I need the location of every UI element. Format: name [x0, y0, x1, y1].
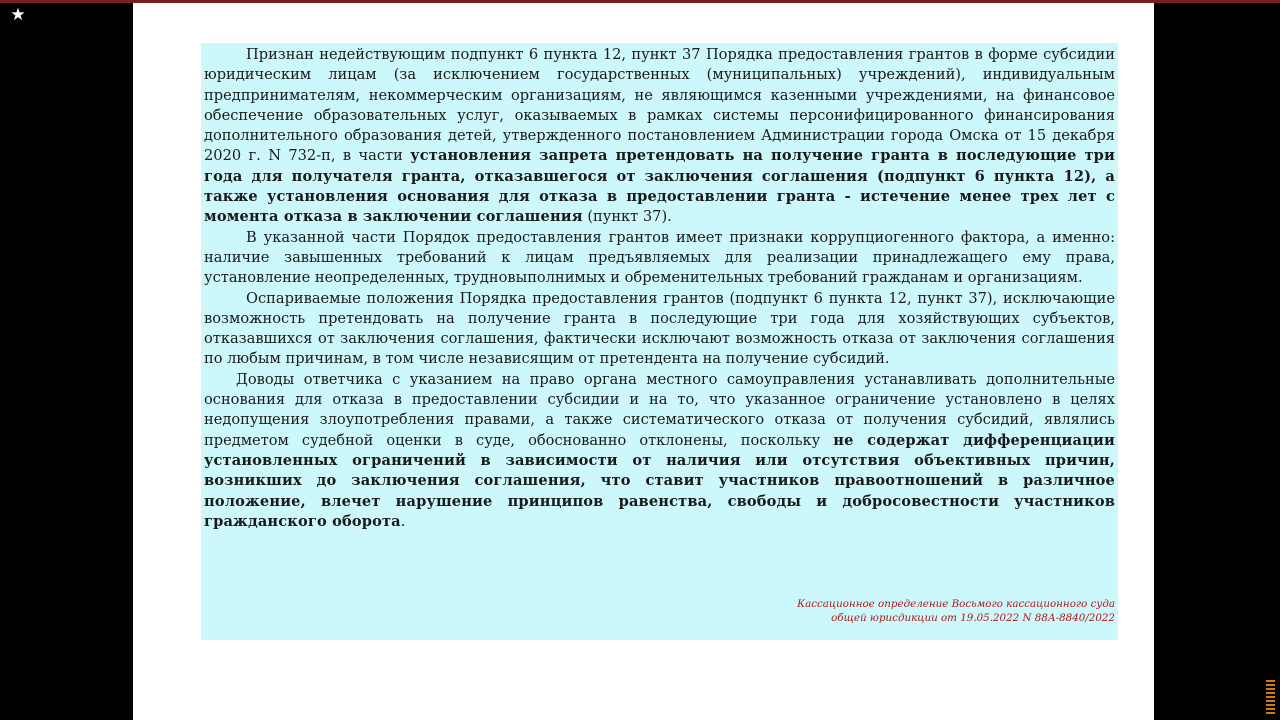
progress-tick [1266, 704, 1275, 706]
progress-tick [1266, 680, 1275, 682]
progress-tick [1266, 692, 1275, 694]
court-citation [797, 597, 1115, 625]
paragraph-2 [204, 228, 1115, 289]
paragraph-1 [204, 45, 1115, 228]
paragraph-1-text: Признан недействующим подпункт 6 пункта 12, пункт 37 Порядка предоставления грантов в форме субсидии юридическим лицам (за исключением государственных (муниципальных) учреждений), индивидуальным предпринимателям, некоммерческим организациям, не являющимся казенными учреждениями, на финансовое обеспечение образовательных услуг, оказываемых в рамках системы персонифицированного финансирования дополнительного образования детей, утвержденного постановлением Администрации города Омска от 15 декабря 2020 г. N 732-п, в части [204, 46, 1115, 165]
progress-tick [1266, 708, 1275, 710]
paragraph-1-tail: (пункт 37). [582, 208, 672, 226]
progress-tick [1266, 696, 1275, 698]
paragraph-4-bold: не содержат дифференциации установленных ограничений в зависимости от наличия или отсутствия объективных причин, возникших до заключения соглашения, что ставит участников правоотношений в различное положение, влечет нарушение принципов равенства, свободы и добросовестности участников гражданского оборота [204, 431, 1115, 530]
paragraph-3-text: Оспариваемые положения Порядка предоставления грантов (подпункт 6 пункта 12, пункт 37), исключающие возможность претендовать на получение гранта в последующие три года для хозяйствующих субъектов, отказавшихся от заключения соглашения, фактически исключают возможность отказа от заключения соглашения по любым причинам, в том числе независящим от претендента на получение субсидий. [204, 289, 1115, 368]
paragraph-4 [204, 370, 1115, 532]
paragraph-4-tail: . [400, 512, 406, 530]
citation-line-1: Кассационное определение Восьмого кассационного суда [797, 598, 1115, 610]
progress-tick [1266, 712, 1275, 714]
paragraph-4-text: Доводы ответчика с указанием на право органа местного самоуправления устанавливать дополнительные основания для отказа в предоставлении субсидии и на то, что указанное ограничение установлено в целях недопущения злоупотребления правами, а также систематического отказа от получения субсидий, являлись предметом судебной оценки в суде, обоснованно отклонены, поскольку [204, 370, 1115, 449]
slide-progress-indicator[interactable] [1266, 680, 1275, 716]
citation-line-2: общей юрисдикции от 19.05.2022 N 88А-8840/2022 [831, 612, 1115, 624]
progress-tick [1266, 688, 1275, 690]
paragraph-1-bold: установления запрета претендовать на получение гранта в последующие три года для получателя гранта, отказавшегося от заключения соглашения (подпункт 6 пункта 12), а также установления основания для отказа в предоставлении гранта - истечение менее трех лет с момента отказа в заключении соглашения [204, 147, 1116, 226]
paragraph-2-text: В указанной части Порядок предоставления грантов имеет признаки коррупциогенного фактора, а именно: наличие завышенных требований к лицам предъявляемых для реализации принадлежащего ему права, установление неопределенных, трудновыполнимых и обременительных требований гражданам и организациям. [204, 228, 1115, 287]
paragraph-3 [204, 289, 1115, 370]
star-icon[interactable]: ★ [10, 5, 26, 25]
progress-tick [1266, 684, 1275, 686]
slide-text-box [201, 43, 1118, 640]
presentation-slide [133, 3, 1154, 720]
progress-tick [1266, 700, 1275, 702]
